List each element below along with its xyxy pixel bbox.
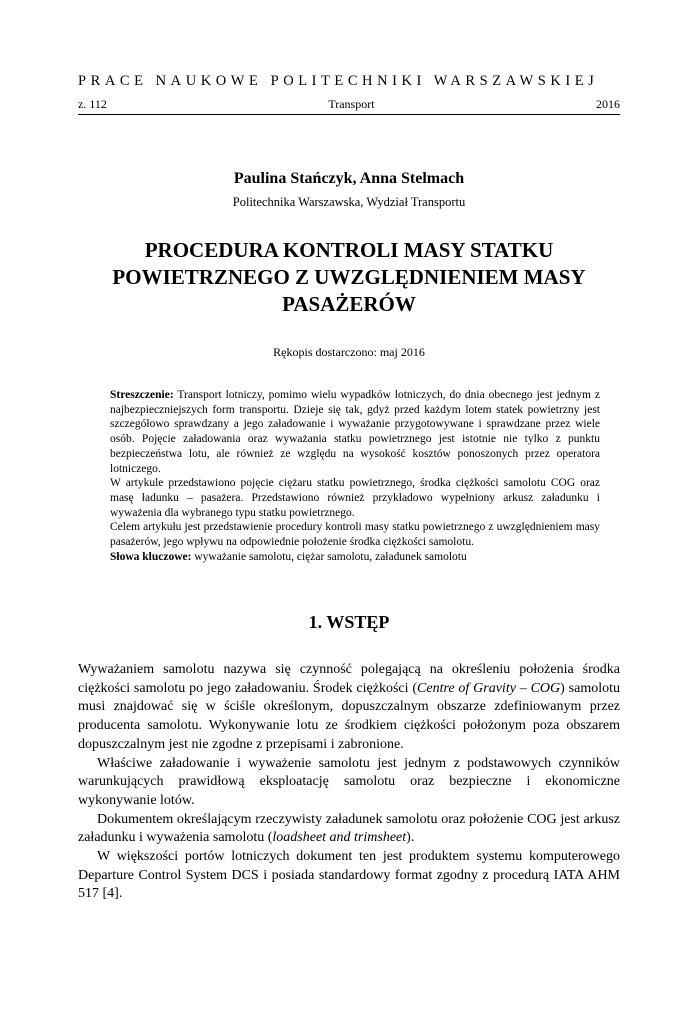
received-date: Rękopis dostarczono: maj 2016 (273, 345, 425, 359)
title-line-2: POWIETRZNEGO Z UWZGLĘDNIENIEM MASY (112, 265, 586, 289)
body-paragraph-2: Właściwe załadowanie i wyważenie samolotu jest jednym z podstawowych czynników warunkujących prawidłową eksploatację samolotu oraz bezpieczne i ekonomiczne wykonywanie lotów. (78, 755, 620, 808)
abstract (110, 388, 600, 564)
journal-title: PRACE NAUKOWE POLITECHNIKI WARSZAWSKIEJ (78, 73, 599, 89)
abstract-paragraph-2: W artykule przedstawiono pojęcie ciężaru statku powietrznego, środka ciężkości samolotu COG oraz masę ładunku – pasażera. Przedstawiono również przykładowo wypełniony arkusz załadunku i wyważenia dla wybranego typu statku powietrznego. (110, 477, 600, 519)
abstract-label: Streszczenie: (110, 389, 174, 401)
publication-year: 2016 (596, 97, 620, 111)
authors: Paulina Stańczyk, Anna Stelmach (233, 170, 465, 187)
keywords-label: Słowa kluczowe: (110, 550, 192, 563)
journal-meta (78, 97, 620, 111)
abstract-paragraph-1 (110, 388, 600, 476)
journal-series: Transport (328, 97, 375, 111)
section-body (78, 661, 620, 904)
header-rule (78, 114, 620, 115)
abstract-text-1: Transport lotniczy, pomimo wielu wypadków lotniczych, do dnia obecnego jest jednym z najbezpieczniejszych form transportu. Dzieje się tak, gdyż przed każdym lotem statek powietrzny jest szczegółowo sprawdzany a jego załadowanie i wyważanie przygotowywane i sprawdzane przez wiele osób. Pojęcie załadowania oraz wyważania statku powietrznego jest istotnie nie tylko z punktu bezpieczeństwa lotu, ale również ze względu na wysokość kosztów ponoszonych przez operatora lotniczego. (110, 389, 601, 475)
body-text: ). (406, 830, 415, 846)
body-italic-term: Centre of Gravity – COG (417, 680, 561, 696)
body-paragraph-3 (78, 811, 620, 848)
body-text: ) samolotu musi znajdować się w ściśle określonym, dopuszczalnym obszarze zdefiniowanym przez producenta samolotu. Wykonywanie lotu ze środkiem ciężkości położonym poza obszarem dopuszczalnym jest nie zgodne z przepisami i zabronione. (78, 680, 620, 752)
body-text: Wyważaniem samolotu nazywa się czynność polegającą na określeniu położenia środka ciężkości samolotu po jego załadowaniu. Środek ciężkości ( (78, 662, 620, 696)
body-italic-term: loadsheet and trimsheet (272, 830, 407, 846)
body-text: Dokumentem określającym rzeczywisty załadunek samolotu oraz położenie COG jest arkusz załadunku i wyważenia samolotu ( (78, 811, 620, 846)
affiliation: Politechnika Warszawska, Wydział Transportu (232, 195, 466, 209)
title-line-3: PASAŻERÓW (282, 292, 416, 316)
abstract-paragraph-3: Celem artykułu jest przedstawienie procedury kontroli masy statku powietrznego z uwzględnieniem masy pasażerów, jego wpływu na odpowiednie położenie środka ciężkości samolotu. (110, 521, 600, 549)
keywords-text: wyważanie samolotu, ciężar samolotu, załadunek samolotu (194, 550, 467, 563)
section-heading: 1. WSTĘP (308, 612, 390, 632)
issue-number: z. 112 (78, 97, 107, 111)
body-paragraph-4: W większości portów lotniczych dokument ten jest produktem systemu komputerowego Departure Control System DCS i posiada standardowy format zgodny z procedurą IATA AHM 517 [4]. (78, 849, 620, 902)
body-paragraph-1 (78, 661, 620, 755)
keywords (110, 550, 600, 565)
article-title (78, 237, 620, 318)
title-line-1: PROCEDURA KONTROLI MASY STATKU (144, 238, 554, 262)
